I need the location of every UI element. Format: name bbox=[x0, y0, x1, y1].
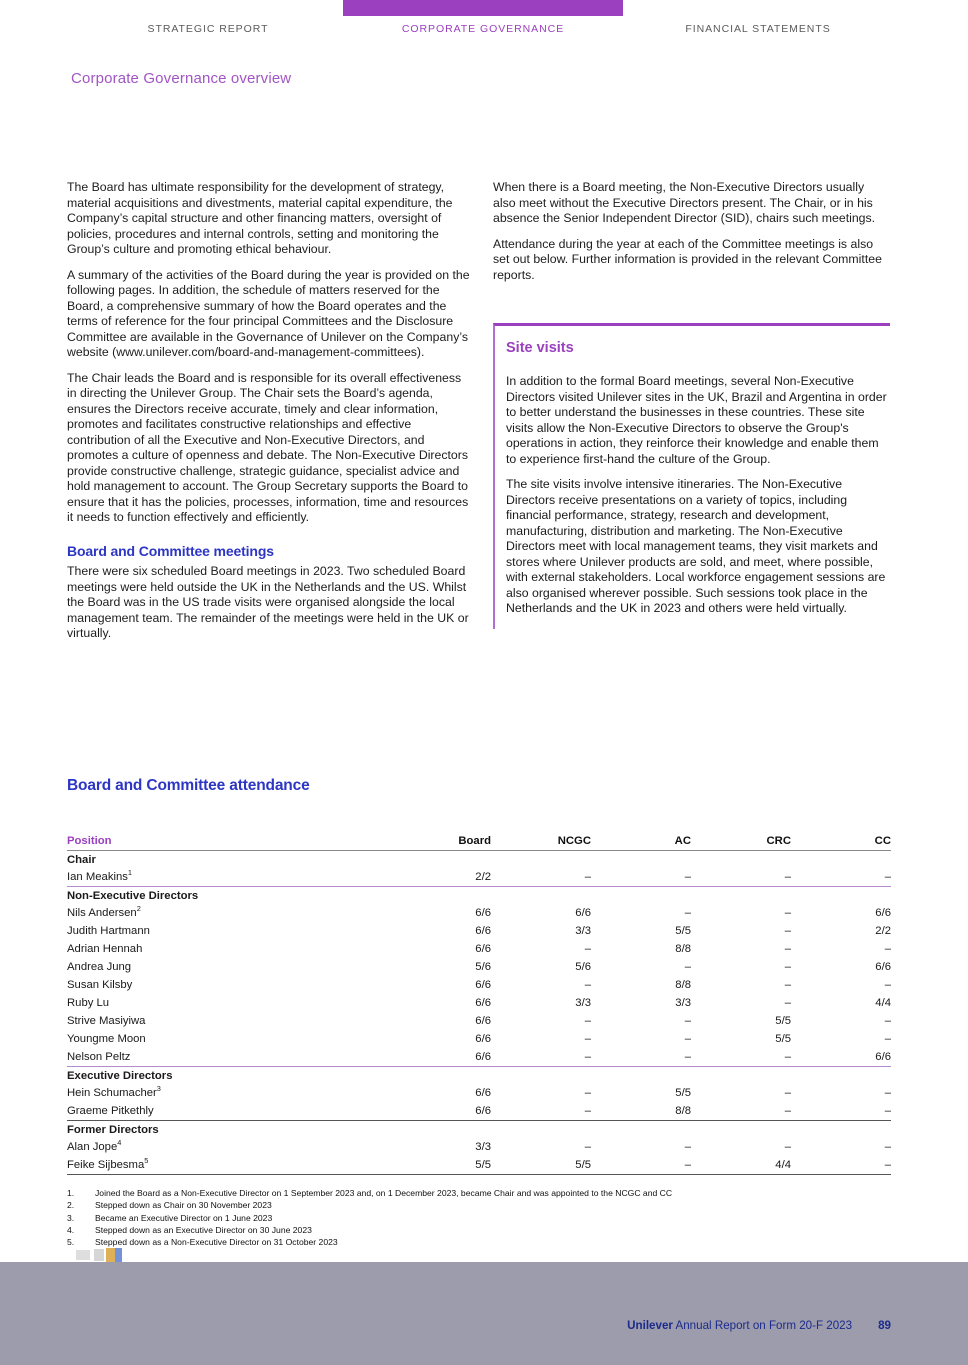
footnote-item bbox=[67, 1212, 891, 1224]
footnote-item bbox=[67, 1187, 891, 1199]
nav-tab-indicator-strategic bbox=[88, 0, 328, 16]
attendance-value-crc: 5/5 bbox=[775, 1033, 791, 1045]
table-row bbox=[67, 1012, 891, 1030]
table-row bbox=[67, 868, 891, 887]
paragraph-non-executive-meetings: When there is a Board meeting, the Non-Executive Directors usually also meet without the Executive Directors present. The Chair, or in his absence the Senior Independent Director (SID), chairs such meetings. bbox=[493, 180, 876, 225]
attendance-group-label: Chair bbox=[67, 854, 96, 866]
footnote-text: Joined the Board as a Non-Executive Director on 1 September 2023 and, on 1 December 2023, became Chair and was appointed to the NCGC and CC bbox=[95, 1188, 673, 1198]
attendance-value-cc: – bbox=[791, 1156, 891, 1175]
attendance-value-ncgc: 5/5 bbox=[491, 1156, 591, 1175]
attendance-value-cc: – bbox=[884, 1087, 891, 1099]
footer-report-text: Annual Report on Form 20-F 2023 bbox=[672, 1319, 853, 1332]
attendance-value-ac: – bbox=[591, 1156, 691, 1175]
artifact-swatch-1 bbox=[76, 1250, 90, 1260]
attendance-table-title: Board and Committee attendance bbox=[67, 777, 310, 794]
nav-tab-indicator-corporate bbox=[343, 0, 623, 16]
attendance-value-crc: – bbox=[784, 907, 791, 919]
table-row bbox=[67, 940, 891, 958]
attendance-value-ac: – bbox=[684, 1141, 691, 1153]
attendance-value-ncgc: – bbox=[584, 979, 591, 991]
column-header-cc: CC bbox=[791, 835, 891, 851]
table-row bbox=[67, 994, 891, 1012]
attendance-value-board: 6/6 bbox=[475, 997, 491, 1009]
attendance-value-cc: 2/2 bbox=[875, 925, 891, 937]
attendance-value-cc: 6/6 bbox=[791, 1048, 891, 1067]
table-row bbox=[67, 1048, 891, 1067]
director-name: Youngme Moon bbox=[67, 1033, 146, 1045]
attendance-value-board: 6/6 bbox=[391, 1102, 491, 1121]
attendance-value-ncgc: – bbox=[491, 1102, 591, 1121]
attendance-value-board: 3/3 bbox=[475, 1141, 491, 1153]
attendance-table-head bbox=[67, 835, 891, 851]
attendance-value-ncgc: – bbox=[584, 1087, 591, 1099]
attendance-value-ncgc: – bbox=[584, 1033, 591, 1045]
footnote-number: 3. bbox=[67, 1212, 75, 1223]
paragraph-attendance-intro: Attendance during the year at each of the Committee meetings is also set out below. Further information is provided in the relevant Committee reports. bbox=[493, 236, 882, 282]
director-name: Susan Kilsby bbox=[67, 979, 133, 991]
footnote-number: 1. bbox=[67, 1188, 75, 1198]
director-name: Judith Hartmann bbox=[67, 925, 150, 937]
attendance-value-ac: 8/8 bbox=[675, 979, 691, 991]
attendance-value-board: 6/6 bbox=[475, 979, 491, 991]
attendance-value-cc: – bbox=[791, 868, 891, 887]
footnote-text: Stepped down as a Non-Executive Director on 31 October 2023 bbox=[95, 1237, 338, 1248]
attendance-value-cc: – bbox=[884, 1033, 891, 1045]
director-name: Alan Jope$^4$ bbox=[67, 1138, 122, 1153]
footnote-item bbox=[67, 1224, 891, 1236]
callout-paragraph-site-visits-overview: In addition to the formal Board meetings, several Non-Executive Directors visited Unilever sites in the UK, Brazil and Argentina in order to better understand the businesses in these countries. These site visits allow the Non-Executive Directors to observe the Group's operations in action, they reinforce their knowledge and enable them to experience first-hand the culture of the Group. bbox=[506, 374, 887, 466]
artifact-swatch-3 bbox=[106, 1248, 115, 1262]
footer-brand: Unilever bbox=[627, 1319, 673, 1332]
paragraph-board-responsibility: The Board has ultimate responsibility for the development of strategy, material acquisitions and divestments, material capital expenditure, the Company’s capital structure and other financing matters, oversight of policies, procedures and internal controls, setting and monitoring the Group’s culture and promoting ethical behaviour. bbox=[67, 180, 453, 256]
footnote-marker: 1 bbox=[127, 868, 133, 878]
attendance-value-cc: – bbox=[884, 979, 891, 991]
attendance-value-board: 6/6 bbox=[475, 1015, 491, 1027]
table-row bbox=[67, 1102, 891, 1121]
footnote-item bbox=[67, 1236, 891, 1248]
footnote-number: 4. bbox=[67, 1224, 75, 1235]
attendance-value-crc: – bbox=[784, 925, 791, 937]
attendance-value-cc: 6/6 bbox=[875, 907, 891, 919]
attendance-group-row bbox=[67, 1067, 891, 1085]
attendance-value-board: 6/6 bbox=[475, 925, 491, 937]
paragraph-activities-summary: A summary of the activities of the Board during the year is provided on the following pages. In addition, the schedule of matters reserved for the Board, a comprehensive summary of how the Board operates and the terms of reference for the four principal Committees and the Disclosure Committee are available in the Governance of Unilever on the Company’s website (www.unilever.com/board-and-management-committees). bbox=[67, 267, 470, 359]
attendance-value-cc: – bbox=[884, 943, 891, 955]
attendance-group-row bbox=[67, 887, 891, 905]
attendance-value-ac: – bbox=[684, 1015, 691, 1027]
right-text-column bbox=[493, 180, 890, 293]
site-visits-callout bbox=[493, 323, 890, 629]
callout-title: Site visits bbox=[506, 340, 574, 356]
attendance-value-board: 5/6 bbox=[475, 961, 491, 973]
column-header-ncgc: NCGC bbox=[491, 835, 591, 851]
attendance-value-crc: – bbox=[784, 943, 791, 955]
attendance-value-crc: – bbox=[784, 961, 791, 973]
attendance-value-ac: 3/3 bbox=[675, 997, 691, 1009]
attendance-value-ncgc: 3/3 bbox=[575, 997, 591, 1009]
attendance-value-ncgc: – bbox=[584, 1141, 591, 1153]
page-footer bbox=[627, 1319, 891, 1332]
table-row bbox=[67, 1156, 891, 1175]
artifact-swatch-4 bbox=[115, 1248, 122, 1262]
footnote-marker: 5 bbox=[144, 1156, 149, 1166]
attendance-value-ncgc: – bbox=[491, 868, 591, 887]
footnote-marker: 4 bbox=[117, 1138, 122, 1148]
attendance-value-cc: – bbox=[884, 1015, 891, 1027]
attendance-value-crc: – bbox=[691, 1048, 791, 1067]
attendance-value-crc: – bbox=[691, 868, 791, 887]
nav-tab-label-strategic: STRATEGIC REPORT bbox=[147, 23, 269, 35]
column-header-position: Position bbox=[67, 835, 391, 851]
attendance-value-crc: – bbox=[784, 1087, 791, 1099]
page-title: Corporate Governance overview bbox=[71, 70, 292, 87]
attendance-value-cc: 4/4 bbox=[875, 997, 891, 1009]
attendance-value-cc: 6/6 bbox=[875, 961, 891, 973]
attendance-value-ac: 5/5 bbox=[675, 925, 691, 937]
footnote-text: Became an Executive Director on 1 June 2023 bbox=[95, 1212, 273, 1223]
paragraph-scheduled-meetings: There were six scheduled Board meetings in 2023. Two scheduled Board meetings were held outside the UK in the Netherlands and the US. Whilst the Board was in the US trade visits were organised alongside the local management team. The remainder of the meetings were held in the UK or virtually. bbox=[67, 564, 469, 640]
nav-tab-strategic-report[interactable] bbox=[88, 0, 328, 42]
attendance-value-crc: – bbox=[784, 997, 791, 1009]
attendance-value-ac: – bbox=[684, 907, 691, 919]
director-name: Andrea Jung bbox=[67, 961, 132, 973]
footnote-marker: 3 bbox=[156, 1084, 161, 1094]
nav-tab-label-corporate: CORPORATE GOVERNANCE bbox=[401, 23, 565, 35]
director-name: Strive Masiyiwa bbox=[67, 1015, 146, 1027]
table-row bbox=[67, 1030, 891, 1048]
attendance-value-ac: 8/8 bbox=[675, 943, 691, 955]
footnote-number: 2. bbox=[67, 1200, 75, 1211]
subheading-board-committee-meetings: Board and Committee meetings bbox=[67, 542, 274, 559]
attendance-group-label: Non-Executive Directors bbox=[67, 890, 199, 902]
footnote-marker: 2 bbox=[136, 904, 141, 914]
attendance-value-crc: 5/5 bbox=[775, 1015, 791, 1027]
attendance-table-body bbox=[67, 851, 891, 1175]
table-row bbox=[67, 922, 891, 940]
footer-page-number: 89 bbox=[878, 1319, 891, 1332]
attendance-group-row bbox=[67, 1121, 891, 1139]
director-name: Ian Meakins$^1$ bbox=[67, 868, 391, 887]
attendance-value-board: 5/5 bbox=[391, 1156, 491, 1175]
attendance-value-ncgc: – bbox=[584, 943, 591, 955]
footnote-text: Stepped down as an Executive Director on 30 June 2023 bbox=[95, 1224, 312, 1235]
attendance-value-crc: – bbox=[784, 1141, 791, 1153]
attendance-value-ac: – bbox=[684, 961, 691, 973]
attendance-value-ac: – bbox=[591, 868, 691, 887]
nav-tab-financial-statements[interactable] bbox=[638, 0, 878, 42]
column-header-crc: CRC bbox=[691, 835, 791, 851]
attendance-value-crc: – bbox=[784, 979, 791, 991]
attendance-value-ncgc: – bbox=[491, 1048, 591, 1067]
page-top-navigation bbox=[0, 0, 968, 42]
nav-tab-corporate-governance[interactable] bbox=[343, 0, 623, 42]
column-header-ac: AC bbox=[591, 835, 691, 851]
attendance-value-ac: – bbox=[591, 1048, 691, 1067]
left-text-column bbox=[67, 180, 473, 652]
table-row bbox=[67, 958, 891, 976]
footnote-number: 5. bbox=[67, 1237, 75, 1248]
attendance-value-crc: 4/4 bbox=[691, 1156, 791, 1175]
attendance-value-ncgc: 6/6 bbox=[575, 907, 591, 919]
attendance-value-ncgc: 5/6 bbox=[575, 961, 591, 973]
attendance-value-board: 6/6 bbox=[391, 1048, 491, 1067]
nav-tab-indicator-financial bbox=[638, 0, 878, 16]
attendance-group-row bbox=[67, 851, 891, 869]
table-row bbox=[67, 1138, 891, 1156]
attendance-group-label: Former Directors bbox=[67, 1124, 159, 1136]
attendance-value-board: 6/6 bbox=[475, 907, 491, 919]
attendance-value-cc: – bbox=[884, 1141, 891, 1153]
attendance-value-ncgc: – bbox=[584, 1015, 591, 1027]
table-row bbox=[67, 1084, 891, 1102]
director-name: Nelson Peltz bbox=[67, 1048, 391, 1067]
director-name: Adrian Hennah bbox=[67, 943, 143, 955]
table-row bbox=[67, 904, 891, 922]
attendance-value-board: 2/2 bbox=[391, 868, 491, 887]
director-name: Ruby Lu bbox=[67, 997, 110, 1009]
attendance-value-board: 6/6 bbox=[475, 943, 491, 955]
bottom-gray-overlay bbox=[0, 1262, 968, 1365]
attendance-value-ac: 8/8 bbox=[591, 1102, 691, 1121]
director-name: Graeme Pitkethly bbox=[67, 1102, 391, 1121]
board-committee-attendance-table bbox=[67, 835, 891, 1175]
attendance-value-crc: – bbox=[691, 1102, 791, 1121]
director-name: Hein Schumacher$^3$ bbox=[67, 1084, 161, 1099]
attendance-group-label: Executive Directors bbox=[67, 1070, 173, 1082]
director-name: Feike Sijbesma$^5$ bbox=[67, 1156, 391, 1175]
paragraph-chair-role: The Chair leads the Board and is responsible for its overall effectiveness in directing the Unilever Group. The Chair sets the Board’s agenda, ensures the Directors receive accurate, timely and clear information, promotes and facilitates constructive relationships and effective contribution of all the Executive and Non-Executive Directors, and promotes a culture of openness and debate. The Non-Executive Directors provide constructive challenge, strategic guidance, specialist advice and hold management to account. The Group Secretary supports the Board to ensure that it has the policies, processes, information, time and resources it needs to function effectively and efficiently. bbox=[67, 370, 469, 524]
director-name: Nils Andersen$^2$ bbox=[67, 904, 141, 919]
artifact-swatch-2 bbox=[94, 1249, 104, 1261]
attendance-value-ncgc: 3/3 bbox=[575, 925, 591, 937]
attendance-value-board: 6/6 bbox=[475, 1033, 491, 1045]
callout-paragraph-itineraries: The site visits involve intensive itineraries. The Non-Executive Directors receive presentations on a variety of topics, including financial performance, strategy, research and development, manufacturing, distribution and marketing. The Non-Executive Directors meet with local management teams, they visit markets and stores where Unilever products are sold, and meet, where possible, with external stakeholders. Local workforce engagement sessions are also organised wherever possible. Such sessions took place in the Netherlands and the UK in 2023 and others were held virtually. bbox=[506, 477, 886, 615]
footnote-item bbox=[67, 1199, 891, 1211]
attendance-value-cc: – bbox=[791, 1102, 891, 1121]
table-row bbox=[67, 976, 891, 994]
attendance-value-ac: – bbox=[684, 1033, 691, 1045]
attendance-header-row bbox=[67, 835, 891, 851]
column-header-board: Board bbox=[391, 835, 491, 851]
render-artifact-thumbnails bbox=[76, 1248, 122, 1262]
footnotes-list bbox=[67, 1187, 891, 1248]
attendance-value-ac: 5/5 bbox=[675, 1087, 691, 1099]
nav-tab-label-financial: FINANCIAL STATEMENTS bbox=[685, 23, 831, 35]
attendance-value-board: 6/6 bbox=[475, 1087, 491, 1099]
footnote-text: Stepped down as Chair on 30 November 2023 bbox=[95, 1200, 272, 1211]
